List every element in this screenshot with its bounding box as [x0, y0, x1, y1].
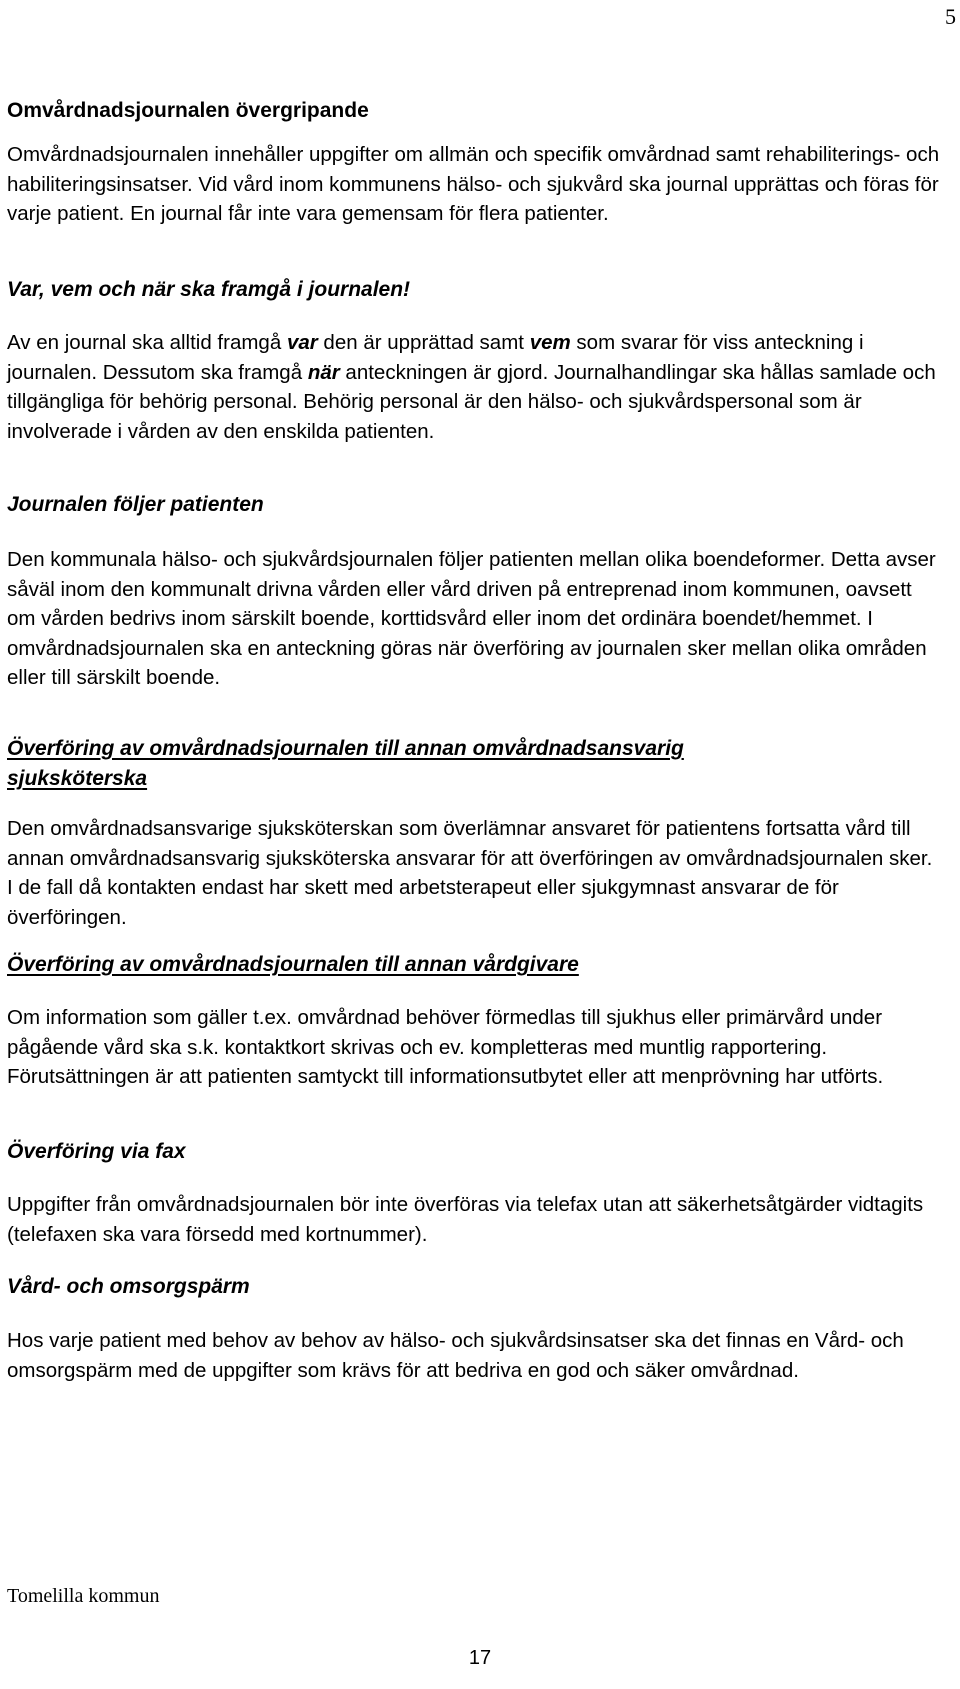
paragraph-overforing-vardgivare: Om information som gäller t.ex. omvårdnad behöver förmedlas till sjukhus eller primärvård under pågående vård ska s.k. kontaktkort skrivas och ev. kompletteras med muntlig rapportering. Förutsättningen är att patienten samtyckt till informationsutbytet eller att menprövning har utförts. — [7, 1006, 884, 1088]
page-number-top: 5 — [945, 4, 956, 29]
paragraph-vard-omsorgsparm: Hos varje patient med behov av behov av hälso- och sjukvårdsinsatser ska det finnas en Vård- och omsorgspärm med de uppgifter som krävs för att bedriva en god och säker omvårdnad. — [7, 1329, 904, 1382]
heading-overforing-vardgivare: Överföring av omvårdnadsjournalen till annan vårdgivare — [7, 953, 579, 976]
paragraph-omvardnadsjournalen: Omvårdnadsjournalen innehåller uppgifter om allmän och specifik omvårdnad samt rehabiliterings- och habiliteringsinsatser. Vid vård inom kommunens hälso- och sjukvård ska journal upprättas och föras för varje patient. En journal får inte vara gemensam för flera patienter. — [7, 143, 940, 225]
heading-omvardnadsjournalen: Omvårdnadsjournalen övergripande — [7, 99, 369, 122]
paragraph-journalen-foljer: Den kommunala hälso- och sjukvårdsjournalen följer patienten mellan olika boendeformer. Detta avser såväl inom den kommunalt drivna vården eller vård driven på entreprenad inom kommunen, oavsett om vården bedrivs inom särskilt boende, korttidsvård eller inom det ordinära boendet/hemmet. I omvårdnadsjournalen ska en anteckning göras när överföring av journalen sker mellan olika områden eller till särskilt boende. — [7, 548, 936, 689]
emphasis-nar: när — [307, 360, 340, 384]
paragraph-var-vem-nar: Av en journal ska alltid framgå var den är upprättad samt vem som svarar för viss anteckning i journalen. Dessutom ska framgå när anteckningen är gjord. Journalhandlingar ska hållas samlade och tillgängliga för behörig personal. Behörig personal är den hälso- och sjukvårdspersonal som är involverade i vården av den enskilda patienten. — [7, 331, 936, 443]
heading-overforing-fax: Överföring via fax — [7, 1140, 186, 1163]
footer-municipality: Tomelilla kommun — [7, 1585, 160, 1607]
heading-vard-omsorgsparm: Vård- och omsorgspärm — [7, 1275, 250, 1298]
heading-var-vem-nar: Var, vem och när ska framgå i journalen! — [7, 278, 411, 301]
emphasis-vem: vem — [529, 331, 571, 354]
paragraph-overforing-sjukskoterska: Den omvårdnadsansvarige sjuksköterskan som överlämnar ansvaret för patientens fortsatta vård till annan omvårdnadsansvarig sjuksköterska ansvarar för att överföringen av omvårdnadsjournalen sker. I de fall då kontakten endast har skett med arbetsterapeut eller sjukgymnast ansvarar de för överföringen. — [7, 817, 933, 929]
page-number-bottom: 17 — [468, 1647, 492, 1669]
heading-overforing-sjukskoterska: Överföring av omvårdnadsjournalen till annan omvårdnadsansvarig sjuksköterska — [7, 737, 684, 790]
heading-journalen-foljer: Journalen följer patienten — [7, 493, 264, 516]
emphasis-var: var — [286, 331, 318, 354]
paragraph-overforing-fax: Uppgifter från omvårdnadsjournalen bör inte överföras via telefax utan att säkerhetsåtgärder vidtagits (telefaxen ska vara försedd med kortnummer). — [7, 1193, 924, 1246]
